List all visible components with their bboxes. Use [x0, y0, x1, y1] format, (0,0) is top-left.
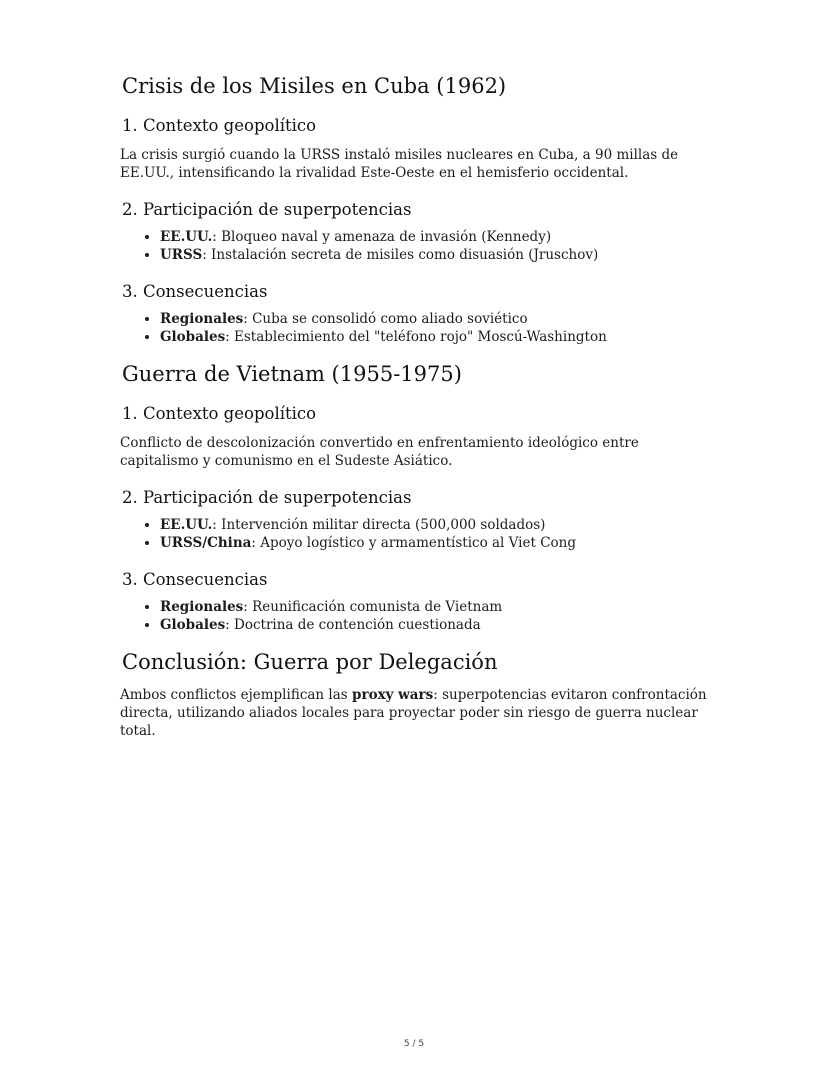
context-text: Conflicto de descolonización convertido en enfrentamiento ideológico entre capitalismo y comunismo en el Sudeste Asiático.	[120, 435, 639, 469]
list-item: • Globales: Establecimiento del "teléfono rojo" Moscú-Washington	[160, 328, 720, 346]
list-item: • URSS: Instalación secreta de misiles como disuasión (Jruschov)	[160, 246, 720, 264]
list-item: • EE.UU.: Intervención militar directa (500,000 soldados)	[160, 516, 720, 534]
powers-list	[120, 228, 720, 264]
document-page	[120, 72, 720, 740]
consequences-list	[120, 310, 720, 346]
context-heading: 1. Contexto geopolítico	[122, 404, 317, 423]
list-item: • Regionales: Cuba se consolidó como aliado soviético	[160, 310, 720, 328]
list-item: • EE.UU.: Bloqueo naval y amenaza de invasión (Kennedy)	[160, 228, 720, 246]
conclusion-text: Ambos conflictos ejemplifican las proxy wars: superpotencias evitaron confrontación directa, utilizando aliados locales para proyectar poder sin riesgo de guerra nuclear total.	[120, 687, 707, 739]
context-heading: 1. Contexto geopolítico	[122, 116, 317, 135]
list-item: • Regionales: Reunificación comunista de Vietnam	[160, 598, 720, 616]
section-vietnam	[120, 360, 720, 634]
conclusion-title: Conclusión: Guerra por Delegación	[122, 650, 498, 674]
section-cuba	[120, 72, 720, 346]
context-text: La crisis surgió cuando la URSS instaló misiles nucleares en Cuba, a 90 millas de EE.UU., intensificando la rivalidad Este-Oeste en el hemisferio occidental.	[120, 147, 679, 181]
powers-heading: 2. Participación de superpotencias	[122, 200, 412, 219]
consequences-heading: 3. Consecuencias	[122, 282, 268, 301]
section-title: Crisis de los Misiles en Cuba (1962)	[122, 74, 507, 98]
powers-list	[120, 516, 720, 552]
page-number: 5 / 5	[403, 1039, 425, 1049]
list-item: • Globales: Doctrina de contención cuestionada	[160, 616, 720, 634]
consequences-list	[120, 598, 720, 634]
section-title: Guerra de Vietnam (1955-1975)	[122, 362, 462, 386]
section-conclusion	[120, 648, 720, 740]
powers-heading: 2. Participación de superpotencias	[122, 488, 412, 507]
list-item: • URSS/China: Apoyo logístico y armamentístico al Viet Cong	[160, 534, 720, 552]
consequences-heading: 3. Consecuencias	[122, 570, 268, 589]
